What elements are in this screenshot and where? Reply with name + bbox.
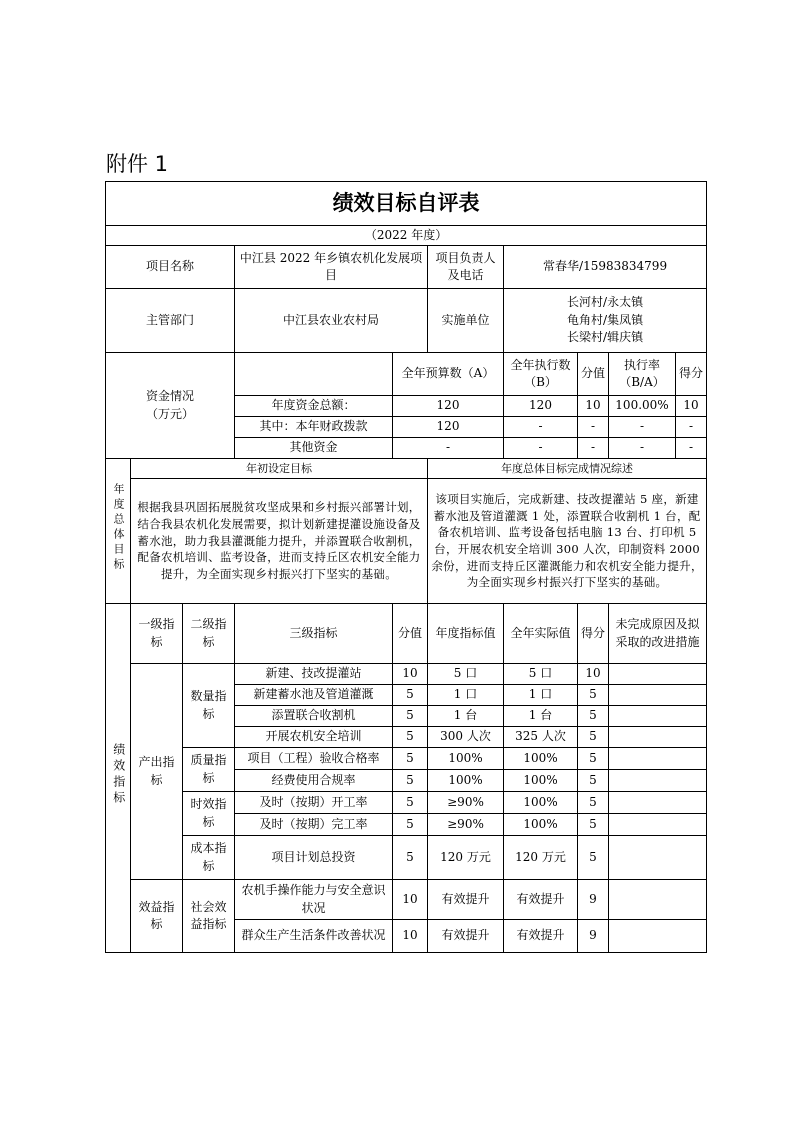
indicator-reason	[609, 836, 707, 880]
header-score: 得分	[578, 604, 609, 664]
indicator-score: 5	[578, 685, 609, 706]
goals-set-header: 年初设定目标	[131, 459, 428, 479]
funds-row-budget: 120	[393, 417, 504, 438]
indicator-target: 1 口	[428, 685, 504, 706]
indicator-actual: 100%	[504, 792, 578, 814]
indicator-target: 300 人次	[428, 727, 504, 748]
header-level3: 三级指标	[235, 604, 393, 664]
indicator-weight: 10	[393, 880, 428, 920]
funds-row-name: 其他资金	[235, 438, 393, 459]
funds-row-budget: -	[393, 438, 504, 459]
benefit-label: 效益指标	[131, 880, 183, 953]
indicator-name: 新建蓄水池及管道灌溉	[235, 685, 393, 706]
indicator-actual: 325 人次	[504, 727, 578, 748]
evaluation-table	[105, 181, 707, 953]
indicator-name: 农机手操作能力与安全意识状况	[235, 880, 393, 920]
funds-label-line: 资金情况	[145, 389, 194, 404]
indicator-actual: 1 口	[504, 685, 578, 706]
funds-row-score: 10	[676, 396, 707, 417]
timeliness-label: 时效指标	[183, 792, 235, 836]
goals-done-text: 该项目实施后，完成新建、技改提灌站 5 座，新建蓄水池及管道灌溉 1 处，添置联合收割机 1 台，配备农机培训、监考设备包括电脑 13 台、打印机 5 台，开展农机安全培训 300 人次，印制资料 2000 余份，进而支持丘区灌溉能力和农机安全能力提升，为全面实现乡村振兴打下坚实的基础。	[428, 479, 707, 604]
indicator-name: 经费使用合规率	[235, 770, 393, 792]
indicator-name: 开展农机安全培训	[235, 727, 393, 748]
funds-row-weight: 10	[578, 396, 609, 417]
header-weight: 分值	[393, 604, 428, 664]
funds-row-name: 其中：本年财政拨款	[235, 417, 393, 438]
indicator-reason	[609, 727, 707, 748]
attachment-label: 附件 1	[106, 152, 169, 176]
output-label: 产出指标	[131, 664, 183, 880]
social-label: 社会效益指标	[183, 880, 235, 953]
indicator-name: 群众生产生活条件改善状况	[235, 920, 393, 953]
funds-row-budget: 120	[393, 396, 504, 417]
dept-label: 主管部门	[106, 289, 235, 353]
header-level1: 一级指标	[131, 604, 183, 664]
indicator-score: 9	[578, 880, 609, 920]
indicator-actual: 100%	[504, 770, 578, 792]
indicator-score: 5	[578, 814, 609, 836]
indicator-name: 新建、技改提灌站	[235, 664, 393, 685]
funds-row-exec: -	[504, 438, 578, 459]
impl-label: 实施单位	[428, 289, 504, 353]
indicator-score: 5	[578, 706, 609, 727]
header-actual: 全年实际值	[504, 604, 578, 664]
funds-row-rate: -	[609, 438, 676, 459]
leader-value: 常春华/15983834799	[504, 246, 707, 289]
funds-row-score: -	[676, 417, 707, 438]
indicator-name: 项目计划总投资	[235, 836, 393, 880]
indicator-reason	[609, 792, 707, 814]
indicator-score: 9	[578, 920, 609, 953]
indicator-reason	[609, 920, 707, 953]
indicator-target: ≥90%	[428, 814, 504, 836]
goals-done-header: 年度总体目标完成情况综述	[428, 459, 707, 479]
indicator-weight: 10	[393, 664, 428, 685]
funds-header-rate: 执行率（B/A）	[609, 353, 676, 396]
indicator-name: 添置联合收割机	[235, 706, 393, 727]
funds-row-rate: 100.00%	[609, 396, 676, 417]
indicator-weight: 10	[393, 920, 428, 953]
indicator-score: 5	[578, 748, 609, 770]
indicator-score: 5	[578, 727, 609, 748]
indicator-weight: 5	[393, 814, 428, 836]
indicator-name: 项目（工程）验收合格率	[235, 748, 393, 770]
indicator-weight: 5	[393, 836, 428, 880]
quality-label: 质量指标	[183, 748, 235, 792]
header-level2: 二级指标	[183, 604, 235, 664]
indicator-reason	[609, 685, 707, 706]
indicator-reason	[609, 748, 707, 770]
indicator-reason	[609, 770, 707, 792]
indicator-weight: 5	[393, 685, 428, 706]
indicator-score: 5	[578, 792, 609, 814]
indicator-score: 10	[578, 664, 609, 685]
indicator-actual: 120 万元	[504, 836, 578, 880]
indicator-actual: 有效提升	[504, 880, 578, 920]
indicator-reason	[609, 706, 707, 727]
indicator-reason	[609, 814, 707, 836]
dept-value: 中江县农业农村局	[235, 289, 428, 353]
indicator-actual: 1 台	[504, 706, 578, 727]
project-name-value: 中江县 2022 年乡镇农机化发展项目	[235, 246, 428, 289]
indicator-name: 及时（按期）开工率	[235, 792, 393, 814]
quantity-label: 数量指标	[183, 664, 235, 748]
impl-line: 龟角村/集凤镇	[567, 312, 644, 327]
project-name-label: 项目名称	[106, 246, 235, 289]
cost-label: 成本指标	[183, 836, 235, 880]
indicator-weight: 5	[393, 792, 428, 814]
funds-label	[106, 353, 235, 459]
indicator-name: 及时（按期）完工率	[235, 814, 393, 836]
indicators-side-label: 绩效指标	[106, 604, 131, 953]
indicator-weight: 5	[393, 727, 428, 748]
funds-row-score: -	[676, 438, 707, 459]
indicator-reason	[609, 880, 707, 920]
funds-header-score: 得分	[676, 353, 707, 396]
impl-value	[504, 289, 707, 353]
goals-side-label: 年度总体目标	[106, 459, 131, 604]
indicator-target: 有效提升	[428, 880, 504, 920]
funds-header-exec: 全年执行数（B）	[504, 353, 578, 396]
indicator-target: 1 台	[428, 706, 504, 727]
table-title: 绩效目标自评表	[106, 182, 707, 226]
funds-row-name: 年度资金总额：	[235, 396, 393, 417]
indicator-target: 100%	[428, 748, 504, 770]
indicator-target: 100%	[428, 770, 504, 792]
funds-header-budget: 全年预算数（A）	[393, 353, 504, 396]
funds-row-rate: -	[609, 417, 676, 438]
indicator-weight: 5	[393, 748, 428, 770]
funds-header-weight: 分值	[578, 353, 609, 396]
goals-set-text: 根据我县巩固拓展脱贫攻坚成果和乡村振兴部署计划，结合我县农机化发展需要，拟计划新建提灌设施设备及蓄水池，助力我县灌溉能力提升，并添置联合收割机，配备农机培训、监考设备，进而支持丘区农机安全能力提升，为全面实现乡村振兴打下坚实的基础。	[131, 479, 428, 604]
indicator-score: 5	[578, 836, 609, 880]
header-target: 年度指标值	[428, 604, 504, 664]
indicator-actual: 100%	[504, 814, 578, 836]
funds-row-weight: -	[578, 438, 609, 459]
impl-line: 长梁村/辑庆镇	[567, 330, 644, 345]
header-reason: 未完成原因及拟采取的改进措施	[609, 604, 707, 664]
leader-label: 项目负责人及电话	[428, 246, 504, 289]
indicator-actual: 有效提升	[504, 920, 578, 953]
funds-row-weight: -	[578, 417, 609, 438]
year-label: （2022 年度）	[106, 226, 707, 246]
indicator-weight: 5	[393, 706, 428, 727]
indicator-target: 有效提升	[428, 920, 504, 953]
indicator-reason	[609, 664, 707, 685]
indicator-target: ≥90%	[428, 792, 504, 814]
indicator-score: 5	[578, 770, 609, 792]
indicator-target: 120 万元	[428, 836, 504, 880]
funds-header-blank	[235, 353, 393, 396]
indicator-weight: 5	[393, 770, 428, 792]
indicator-actual: 5 口	[504, 664, 578, 685]
funds-label-line: （万元）	[145, 406, 194, 421]
impl-line: 长河村/永太镇	[567, 295, 644, 310]
funds-row-exec: 120	[504, 396, 578, 417]
indicator-target: 5 口	[428, 664, 504, 685]
indicator-actual: 100%	[504, 748, 578, 770]
funds-row-exec: -	[504, 417, 578, 438]
